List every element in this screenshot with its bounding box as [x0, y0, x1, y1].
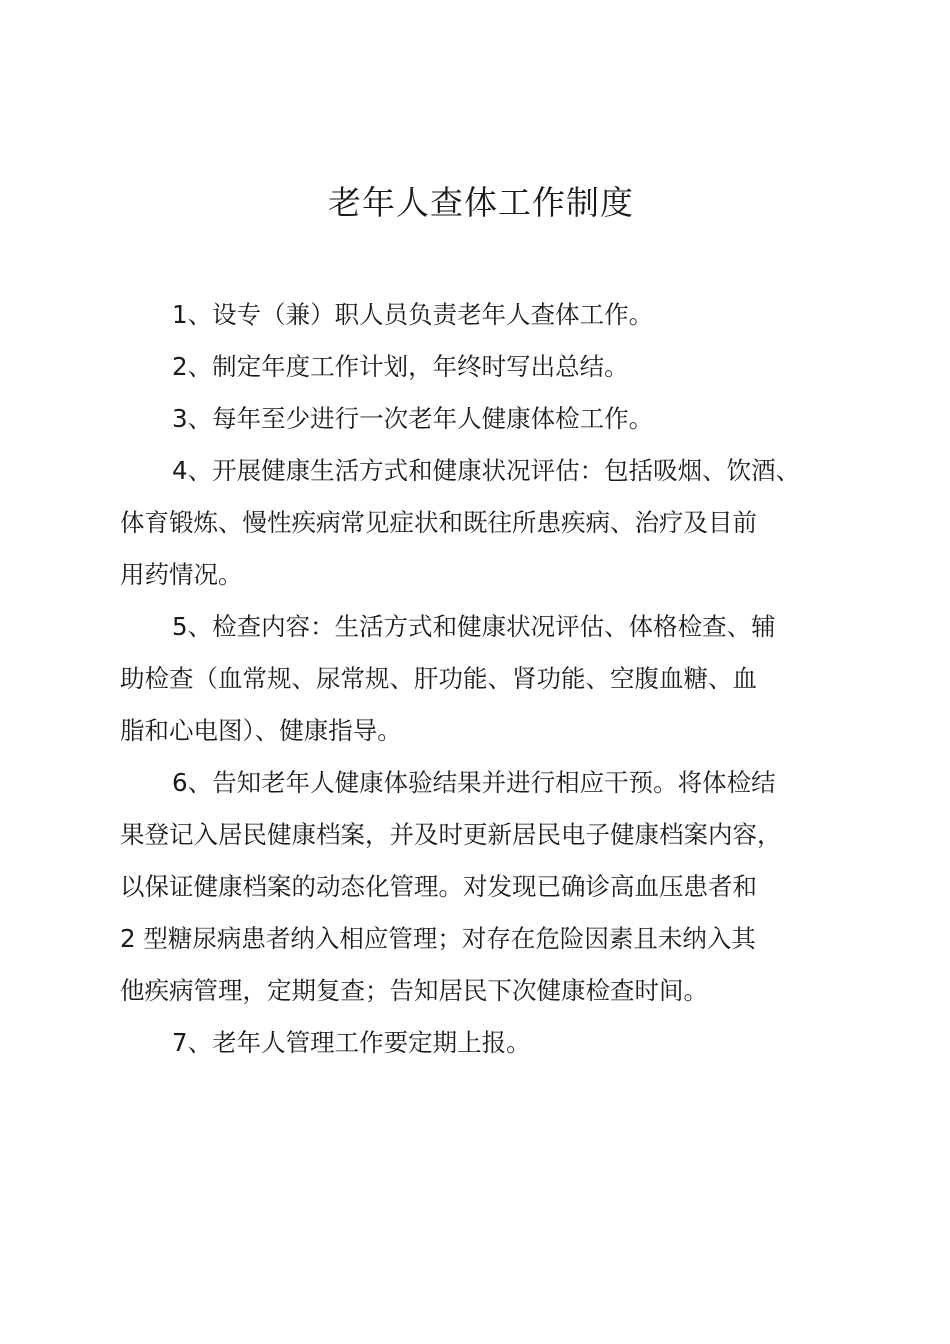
paragraph-7 [120, 1017, 856, 1069]
paragraph-3 [120, 393, 856, 445]
paragraph-2 [120, 341, 856, 393]
paragraph-line: 6、告知老年人健康体验结果并进行相应干预。将体检结 [172, 768, 776, 797]
paragraph-line: 3、每年至少进行一次老年人健康体检工作。 [172, 404, 654, 433]
paragraph-line: 他疾病管理，定期复查；告知居民下次健康检查时间。 [120, 976, 708, 1005]
paragraph-line: 5、检查内容：生活方式和健康状况评估、体格检查、辅 [172, 612, 776, 641]
paragraph-line: 果登记入居民健康档案，并及时更新居民电子健康档案内容， [120, 820, 782, 849]
paragraph-line: 体育锻炼、慢性疾病常见症状和既往所患疾病、治疗及目前 [120, 508, 757, 537]
paragraph-line: 7、老年人管理工作要定期上报。 [172, 1028, 531, 1057]
paragraph-4 [120, 445, 856, 601]
paragraph-line: 用药情况。 [120, 560, 243, 589]
document-body [120, 289, 856, 1069]
paragraph-6 [120, 757, 856, 1017]
paragraph-line: 1、设专（兼）职人员负责老年人查体工作。 [172, 300, 654, 329]
paragraph-line: 脂和心电图）、健康指导。 [120, 716, 402, 745]
paragraph-line: 2 型糖尿病患者纳入相应管理；对存在危险因素且未纳入其 [120, 924, 756, 953]
paragraph-1 [120, 289, 856, 341]
document-title: 老年人查体工作制度 [328, 183, 634, 222]
paragraph-line: 助检查（血常规、尿常规、肝功能、肾功能、空腹血糖、血 [120, 664, 757, 693]
paragraph-5 [120, 601, 856, 757]
paragraph-line: 以保证健康档案的动态化管理。对发现已确诊高血压患者和 [120, 872, 757, 901]
paragraph-line: 4、开展健康生活方式和健康状况评估：包括吸烟、饮酒、 [172, 456, 801, 485]
paragraph-line: 2、制定年度工作计划，年终时写出总结。 [172, 352, 629, 381]
